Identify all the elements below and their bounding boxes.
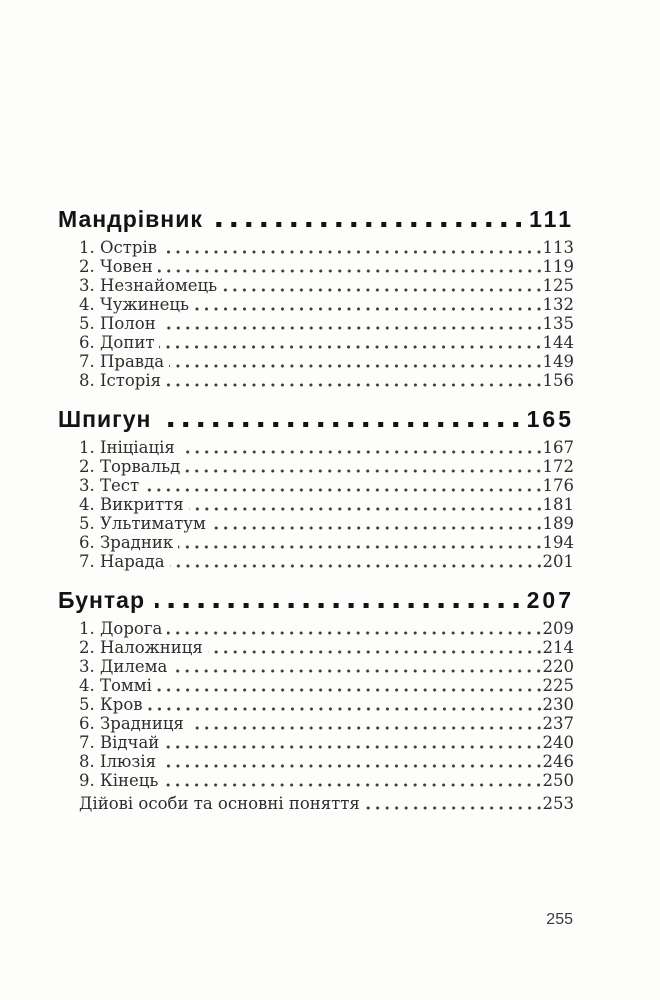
toc-entry [58,676,574,695]
dot-leader [159,345,541,349]
toc-entry [58,695,574,714]
entry-label: 2. Наложниця [79,638,203,657]
dot-leader [169,364,541,368]
section-title: Бунтар [58,587,146,613]
dot-leader [189,726,542,730]
entry-page-number: 176 [542,476,574,495]
entry-label: 7. Нарада [79,552,165,571]
dot-leader [155,603,519,608]
dot-leader [194,307,542,311]
entry-label: Дійові особи та основні поняття [79,794,360,813]
toc-entry [58,438,574,457]
toc-entry [58,752,574,771]
entry-page-number: 119 [542,257,574,276]
entry-label: 3. Незнайомець [79,276,218,295]
toc-entry-characters-and-concepts [58,794,574,813]
entry-label: 3. Тест [79,476,140,495]
toc-entry [58,552,574,571]
toc-section-heading [58,587,574,613]
dot-leader [213,222,521,227]
entry-label: 1. Острів [79,238,158,257]
entry-label: 4. Викриття [79,495,184,514]
entry-label: 1. Дорога [79,619,163,638]
dot-leader [170,564,542,568]
dot-leader [211,526,542,530]
section-page-number: 165 [526,406,574,432]
toc-entry [58,619,574,638]
dot-leader [365,806,542,810]
entry-label: 4. Томмі [79,676,152,695]
toc-entry [58,495,574,514]
section-page-number: 207 [526,587,574,613]
toc-entry [58,371,574,390]
entry-label: 2. Човен [79,257,153,276]
entry-label: 1. Ініціація [79,438,175,457]
entry-page-number: 225 [542,676,574,695]
entry-label: 2. Торвальд [79,457,181,476]
dot-leader [208,650,542,654]
entry-page-number: 167 [542,438,574,457]
entry-page-number: 132 [542,295,574,314]
entry-page-number: 189 [542,514,574,533]
toc-entry [58,514,574,533]
entry-page-number: 172 [542,457,574,476]
dot-leader [158,269,542,273]
folio-page-number: 255 [546,911,573,928]
toc-entry [58,238,574,257]
entry-page-number: 144 [542,333,574,352]
dot-leader [222,288,541,292]
entry-page-number: 230 [542,695,574,714]
section-title: Мандрівник [58,206,203,232]
entry-label: 3. Дилема [79,657,168,676]
entry-label: 5. Полон [79,314,156,333]
toc-entry [58,771,574,790]
toc-entry [58,276,574,295]
section-title: Шпигун [58,406,152,432]
entry-page-number: 220 [542,657,574,676]
toc-entry [58,733,574,752]
entry-label: 7. Правда [79,352,165,371]
entry-page-number: 113 [542,238,574,257]
toc-entry [58,657,574,676]
entry-page-number: 201 [542,552,574,571]
entry-label: 8. Історія [79,371,162,390]
dot-leader [163,783,541,787]
entry-page-number: 135 [542,314,574,333]
entry-page-number: 125 [542,276,574,295]
toc-entry [58,314,574,333]
entry-page-number: 181 [542,495,574,514]
entry-label: 4. Чужинець [79,295,189,314]
dot-leader [164,745,541,749]
dot-leader [167,631,541,635]
dot-leader [144,488,541,492]
dot-leader [161,422,518,427]
entry-label: 6. Допит [79,333,155,352]
dot-leader [162,250,541,254]
entry-page-number: 194 [542,533,574,552]
toc-entry [58,533,574,552]
entry-page-number: 214 [542,638,574,657]
entry-page-number: 237 [542,714,574,733]
dot-leader [161,326,542,330]
entry-page-number: 149 [542,352,574,371]
entry-page-number: 250 [542,771,574,790]
dot-leader [172,669,541,673]
entry-label: 6. Зрадник [79,533,174,552]
toc-section-heading [58,406,574,432]
dot-leader [189,507,542,511]
dot-leader [166,383,541,387]
entry-label: 5. Кров [79,695,143,714]
toc-entry [58,476,574,495]
dot-leader [180,450,542,454]
toc-entry [58,333,574,352]
dot-leader [157,688,542,692]
entry-page-number: 240 [542,733,574,752]
entry-label: 5. Ультиматум [79,514,206,533]
toc-entry [58,638,574,657]
entry-page-number: 209 [542,619,574,638]
entry-label: 8. Ілюзія [79,752,157,771]
entry-label: 7. Відчай [79,733,160,752]
table-of-contents [58,206,574,813]
toc-entry [58,295,574,314]
dot-leader [185,469,541,473]
toc-entry [58,257,574,276]
entry-page-number: 253 [542,794,574,813]
entry-label: 9. Кінець [79,771,159,790]
toc-entry [58,352,574,371]
toc-entry [58,457,574,476]
entry-page-number: 246 [542,752,574,771]
section-page-number: 111 [529,206,574,232]
dot-leader [161,764,541,768]
toc-section-heading [58,206,574,232]
entry-label: 6. Зрадниця [79,714,184,733]
dot-leader [178,545,541,549]
toc-entry [58,714,574,733]
dot-leader [148,707,542,711]
entry-page-number: 156 [542,371,574,390]
